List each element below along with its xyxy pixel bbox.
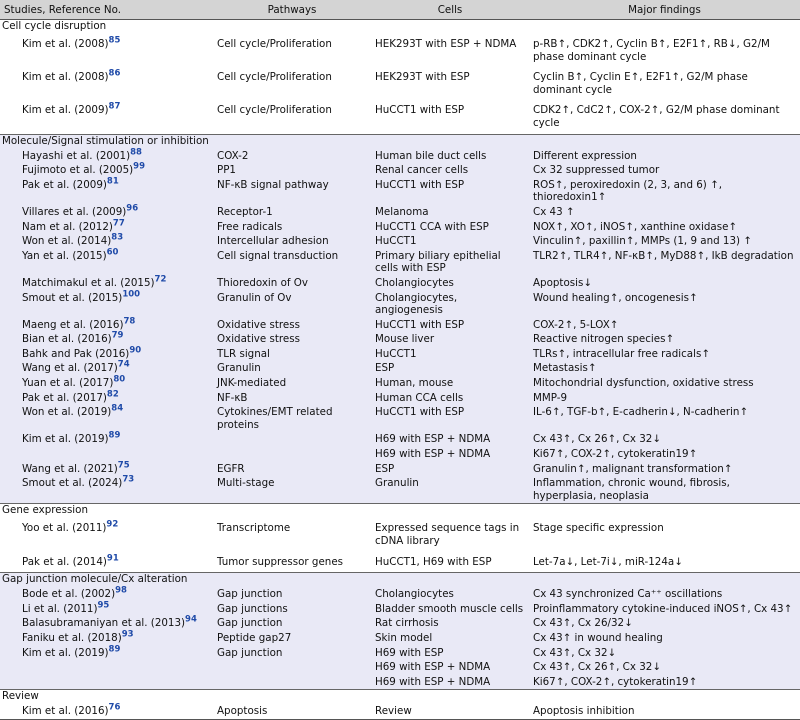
findings-cell: Let-7a↓, Let-7i↓, miR-124a↓ — [533, 555, 683, 568]
table-row — [0, 616, 800, 631]
study-cell — [0, 67, 213, 100]
table-row — [0, 249, 800, 276]
reference-number[interactable]: 95 — [97, 600, 110, 611]
study-cell — [0, 675, 213, 690]
cells-cell: ESP — [371, 462, 529, 477]
findings-cell: ROS↑, peroxiredoxin (2, 3, and 6) ↑, thioredoxin1↑ — [529, 178, 800, 205]
reference-number[interactable]: 92 — [106, 519, 119, 530]
study-name: Kim et al. (2019) — [22, 646, 109, 659]
findings-cell: COX-2↑, 5-LOX↑ — [529, 318, 800, 333]
cells-cell: HuCCT1 with ESP — [371, 178, 529, 205]
study-cell — [0, 205, 213, 220]
cells-cell: Bladder smooth muscle cells — [371, 602, 529, 617]
header-studies: Studies, Reference No. — [0, 0, 213, 20]
study-cell — [0, 100, 213, 134]
study-name: Kim et al. (2008) — [22, 38, 109, 50]
cells-cell: HuCCT1 with ESP — [371, 318, 529, 333]
study-cell — [0, 249, 213, 276]
reference-number[interactable]: 77 — [112, 218, 125, 229]
table-body — [0, 20, 800, 720]
table-row — [0, 163, 800, 178]
reference-number[interactable]: 91 — [106, 553, 119, 564]
table-row — [0, 476, 800, 504]
section-title: Cell cycle disruption — [0, 20, 800, 35]
pathway-cell: PP1 — [213, 163, 371, 178]
table-row — [0, 178, 800, 205]
study-cell — [0, 476, 213, 504]
cells-cell: Review — [371, 704, 529, 719]
study-name: Won et al. (2019) — [22, 406, 112, 419]
findings-cell: TLR2↑, TLR4↑, NF-κB↑, MyD88↑, IkB degradation — [529, 249, 800, 276]
study-cell — [0, 391, 213, 406]
study-cell — [0, 602, 213, 617]
study-name: Pak et al. (2014) — [22, 555, 107, 568]
study-name: Maeng et al. (2016) — [22, 318, 124, 331]
study-name: Yan et al. (2015) — [22, 249, 107, 262]
findings-cell: Cx 43 ↑ — [529, 205, 800, 220]
cells-cell: ESP — [371, 361, 529, 376]
findings-cell: Reactive nitrogen species↑ — [529, 332, 800, 347]
study-name: Kim et al. (2008) — [22, 71, 109, 84]
reference-number[interactable]: 85 — [108, 35, 121, 46]
pathway-cell: TLR signal — [213, 347, 371, 362]
reference-number[interactable]: 84 — [111, 403, 124, 414]
pathway-cell: Gap junction — [213, 587, 371, 602]
pathway-cell — [213, 660, 371, 675]
findings-cell: Vinculin↑, paxillin↑, MMPs (1, 9 and 13) ↑ — [529, 234, 800, 249]
study-name: Kim et al. (2019) — [22, 433, 109, 446]
reference-number[interactable]: 79 — [111, 330, 124, 341]
study-name: Nam et al. (2012) — [22, 220, 113, 233]
study-cell — [0, 518, 213, 551]
reference-number[interactable]: 60 — [106, 247, 119, 258]
study-cell — [0, 432, 213, 447]
section-header — [0, 20, 800, 35]
reference-number[interactable]: 96 — [126, 203, 139, 214]
study-name: Villares et al. (2009) — [22, 205, 127, 218]
cells-cell: Renal cancer cells — [371, 163, 529, 178]
pathway-cell: Granulin of Ov — [213, 291, 371, 318]
pathway-cell: Apoptosis — [213, 704, 371, 719]
table-row — [0, 405, 800, 432]
pathway-cell: Gap junctions — [213, 602, 371, 617]
study-name: Smout et al. (2024) — [22, 477, 123, 490]
reference-number[interactable]: 87 — [108, 101, 121, 112]
findings-cell: p-RB↑, CDK2↑, Cyclin B↑, E2F1↑, RB↓, G2/M phase dominant cycle — [533, 38, 770, 63]
pathway-cell: NF-κB — [213, 391, 371, 406]
pathway-cell: Tumor suppressor genes — [217, 555, 344, 568]
findings-cell: CDK2↑, CdC2↑, COX-2↑, G2/M phase dominant cycle — [533, 104, 780, 129]
reference-number[interactable]: 98 — [115, 585, 127, 596]
section-title: Gap junction molecule/Cx alteration — [0, 573, 800, 588]
findings-cell: Inflammation, chronic wound, fibrosis, hyperplasia, neoplasia — [529, 476, 800, 504]
cells-cell: H69 with ESP + NDMA — [371, 432, 529, 447]
pathway-cell: Oxidative stress — [213, 318, 371, 333]
reference-number[interactable]: 89 — [108, 431, 121, 442]
pathway-cell: COX-2 — [213, 149, 371, 164]
table-row — [0, 332, 800, 347]
study-cell — [0, 347, 213, 362]
study-cell — [0, 552, 213, 573]
pathway-cell: Cell cycle/Proliferation — [217, 104, 332, 117]
table-row — [0, 646, 800, 661]
study-cell — [0, 405, 213, 432]
findings-cell: MMP-9 — [529, 391, 800, 406]
cells-cell: HuCCT1 CCA with ESP — [371, 220, 529, 235]
study-cell — [0, 332, 213, 347]
section-title: Gene expression — [0, 504, 800, 519]
study-name: Faniku et al. (2018) — [22, 631, 122, 644]
pathway-cell: Cell signal transduction — [213, 249, 371, 276]
cells-cell: Cholangiocytes, angiogenesis — [371, 291, 529, 318]
table-row — [0, 675, 800, 690]
header-cells: Cells — [371, 0, 529, 20]
study-cell — [0, 361, 213, 376]
study-cell — [0, 34, 213, 67]
pathway-cell — [213, 447, 371, 462]
study-cell — [0, 646, 213, 661]
findings-cell: Metastasis↑ — [529, 361, 800, 376]
table-row — [0, 518, 800, 551]
table-row — [0, 234, 800, 249]
pathway-cell: EGFR — [213, 462, 371, 477]
study-name: Bode et al. (2002) — [22, 588, 116, 601]
table-row — [0, 587, 800, 602]
pathway-cell: Thioredoxin of Ov — [213, 276, 371, 291]
findings-cell: TLRs↑, intracellular free radicals↑ — [529, 347, 800, 362]
cells-cell: Cholangiocytes — [371, 276, 529, 291]
study-cell — [0, 149, 213, 164]
pathway-cell: JNK-mediated — [213, 376, 371, 391]
table-row — [0, 704, 800, 719]
reference-number[interactable]: 72 — [154, 274, 167, 285]
study-cell — [0, 462, 213, 477]
pathway-cell: Multi-stage — [213, 476, 371, 504]
pathway-cell: Free radicals — [213, 220, 371, 235]
cells-cell: Cholangiocytes — [371, 587, 529, 602]
pathway-cell: Cell cycle/Proliferation — [217, 71, 332, 84]
pathway-cell: Gap junction — [213, 616, 371, 631]
reference-number[interactable]: 90 — [129, 345, 142, 356]
study-name: Yoo et al. (2011) — [22, 522, 107, 535]
study-name: Pak et al. (2017) — [22, 391, 107, 404]
cells-cell: Skin model — [371, 631, 529, 646]
study-name: Fujimoto et al. (2005) — [22, 164, 134, 177]
findings-cell: Cyclin B↑, Cyclin E↑, E2F1↑, G2/M phase dominant cycle — [533, 71, 748, 96]
pathway-cell: Transcriptome — [217, 522, 291, 535]
cells-cell: Primary biliary epithelial cells with ESP — [371, 249, 529, 276]
reference-number[interactable]: 80 — [113, 374, 126, 385]
study-cell — [0, 220, 213, 235]
section-title: Review — [0, 690, 800, 705]
study-cell — [0, 291, 213, 318]
reference-number[interactable]: 100 — [122, 289, 141, 300]
cells-cell: H69 with ESP + NDMA — [371, 447, 529, 462]
table-row — [0, 552, 800, 573]
pathway-cell: Gap junction — [213, 646, 371, 661]
findings-cell: Apoptosis inhibition — [529, 704, 800, 719]
reference-number[interactable]: 74 — [117, 360, 130, 371]
header-findings: Major findings — [529, 0, 800, 20]
reference-number[interactable]: 75 — [117, 460, 130, 471]
reference-number[interactable]: 86 — [108, 68, 121, 79]
pathway-cell: NF-κB signal pathway — [213, 178, 371, 205]
cells-cell: HuCCT1, H69 with ESP — [375, 555, 492, 568]
reference-number[interactable]: 76 — [108, 702, 121, 713]
findings-cell: Mitochondrial dysfunction, oxidative stress — [529, 376, 800, 391]
table-row — [0, 34, 800, 67]
study-cell — [0, 447, 213, 462]
cells-cell: HuCCT1 with ESP — [371, 405, 529, 432]
pathway-cell: Oxidative stress — [213, 332, 371, 347]
cells-cell: HuCCT1 with ESP — [375, 104, 465, 117]
cells-cell: Human bile duct cells — [371, 149, 529, 164]
section-title: Molecule/Signal stimulation or inhibition — [0, 134, 800, 149]
findings-cell: Ki67↑, COX-2↑, cytokeratin19↑ — [529, 675, 800, 690]
table-row — [0, 432, 800, 447]
reference-number[interactable]: 78 — [123, 316, 136, 327]
reference-number[interactable]: 99 — [133, 161, 145, 172]
pathway-cell — [213, 432, 371, 447]
findings-cell: Granulin↑, malignant transformation↑ — [529, 462, 800, 477]
pathway-cell — [213, 675, 371, 690]
study-cell — [0, 660, 213, 675]
study-name: Bahk and Pak (2016) — [22, 347, 130, 360]
pathway-cell: Receptor-1 — [213, 205, 371, 220]
reference-number[interactable]: 83 — [111, 232, 124, 243]
table-row — [0, 276, 800, 291]
reference-number[interactable]: 73 — [122, 474, 135, 485]
pathway-cell: Intercellular adhesion — [213, 234, 371, 249]
study-cell — [0, 631, 213, 646]
reference-number[interactable]: 93 — [121, 629, 134, 640]
study-name: Wang et al. (2017) — [22, 362, 118, 375]
reference-number[interactable]: 89 — [108, 644, 121, 655]
pathway-cell: Granulin — [213, 361, 371, 376]
findings-cell: Ki67↑, COX-2↑, cytokeratin19↑ — [529, 447, 800, 462]
cells-cell: Rat cirrhosis — [371, 616, 529, 631]
study-cell — [0, 178, 213, 205]
findings-cell: Stage specific expression — [533, 522, 664, 535]
study-cell — [0, 318, 213, 333]
findings-cell: Cx 43↑, Cx 26↑, Cx 32↓ — [529, 660, 800, 675]
findings-cell: Proinflammatory cytokine-induced iNOS↑, Cx 43↑ — [529, 602, 800, 617]
findings-cell: Cx 43 synchronized Ca⁺⁺ oscillations — [529, 587, 800, 602]
findings-cell: Cx 43↑, Cx 26/32↓ — [529, 616, 800, 631]
findings-cell: Different expression — [529, 149, 800, 164]
study-name: Won et al. (2014) — [22, 235, 112, 248]
study-name: Pak et al. (2009) — [22, 178, 107, 191]
study-name: Matchimakul et al. (2015) — [22, 276, 155, 289]
table-row — [0, 602, 800, 617]
study-name: Kim et al. (2009) — [22, 104, 109, 117]
findings-cell: Cx 32 suppressed tumor — [529, 163, 800, 178]
findings-cell: IL-6↑, TGF-b↑, E-cadherin↓, N-cadherin↑ — [529, 405, 800, 432]
cells-cell: H69 with ESP + NDMA — [371, 660, 529, 675]
findings-cell: Cx 43↑ in wound healing — [529, 631, 800, 646]
cells-cell: Granulin — [371, 476, 529, 504]
findings-cell: Wound healing↑, oncogenesis↑ — [529, 291, 800, 318]
study-name: Yuan et al. (2017) — [22, 377, 114, 390]
table-row — [0, 149, 800, 164]
findings-cell: Cx 43↑, Cx 32↓ — [529, 646, 800, 661]
cells-cell: Mouse liver — [371, 332, 529, 347]
study-name: Kim et al. (2016) — [22, 705, 109, 718]
study-name: Balasubramaniyan et al. (2013) — [22, 617, 186, 630]
pathway-cell: Peptide gap27 — [213, 631, 371, 646]
reference-number[interactable]: 82 — [106, 389, 119, 400]
table-row — [0, 291, 800, 318]
reference-number[interactable]: 88 — [130, 147, 142, 158]
cells-cell: H69 with ESP — [371, 646, 529, 661]
pathway-cell: Cell cycle/Proliferation — [217, 38, 332, 50]
cells-cell: HuCCT1 — [371, 347, 529, 362]
table-row — [0, 100, 800, 134]
findings-cell: Cx 43↑, Cx 26↑, Cx 32↓ — [529, 432, 800, 447]
section-header — [0, 134, 800, 149]
study-cell — [0, 616, 213, 631]
study-name: Li et al. (2011) — [22, 602, 98, 615]
table-row — [0, 462, 800, 477]
header-pathways: Pathways — [213, 0, 371, 20]
table-row — [0, 67, 800, 100]
cells-cell: Expressed sequence tags in cDNA library — [375, 522, 520, 547]
study-name: Bian et al. (2016) — [22, 333, 112, 346]
cells-cell: H69 with ESP + NDMA — [371, 675, 529, 690]
findings-cell: NOX↑, XO↑, iNOS↑, xanthine oxidase↑ — [529, 220, 800, 235]
cells-cell: HEK293T with ESP — [375, 71, 470, 84]
cells-cell: Melanoma — [371, 205, 529, 220]
cells-cell: Human, mouse — [371, 376, 529, 391]
reference-number[interactable]: 81 — [106, 176, 119, 187]
study-name: Hayashi et al. (2001) — [22, 149, 131, 162]
study-name: Wang et al. (2021) — [22, 462, 118, 475]
reference-number[interactable]: 94 — [185, 614, 197, 625]
findings-cell: Apoptosis↓ — [529, 276, 800, 291]
table-row — [0, 660, 800, 675]
section-header — [0, 504, 800, 519]
cells-cell: HEK293T with ESP + NDMA — [375, 38, 517, 50]
pathway-cell: Cytokines/EMT related proteins — [213, 405, 371, 432]
table-row — [0, 376, 800, 391]
cells-cell: Human CCA cells — [371, 391, 529, 406]
study-cell — [0, 704, 213, 719]
study-cell — [0, 276, 213, 291]
header-row — [0, 0, 800, 20]
cells-cell: HuCCT1 — [371, 234, 529, 249]
study-name: Smout et al. (2015) — [22, 291, 123, 304]
